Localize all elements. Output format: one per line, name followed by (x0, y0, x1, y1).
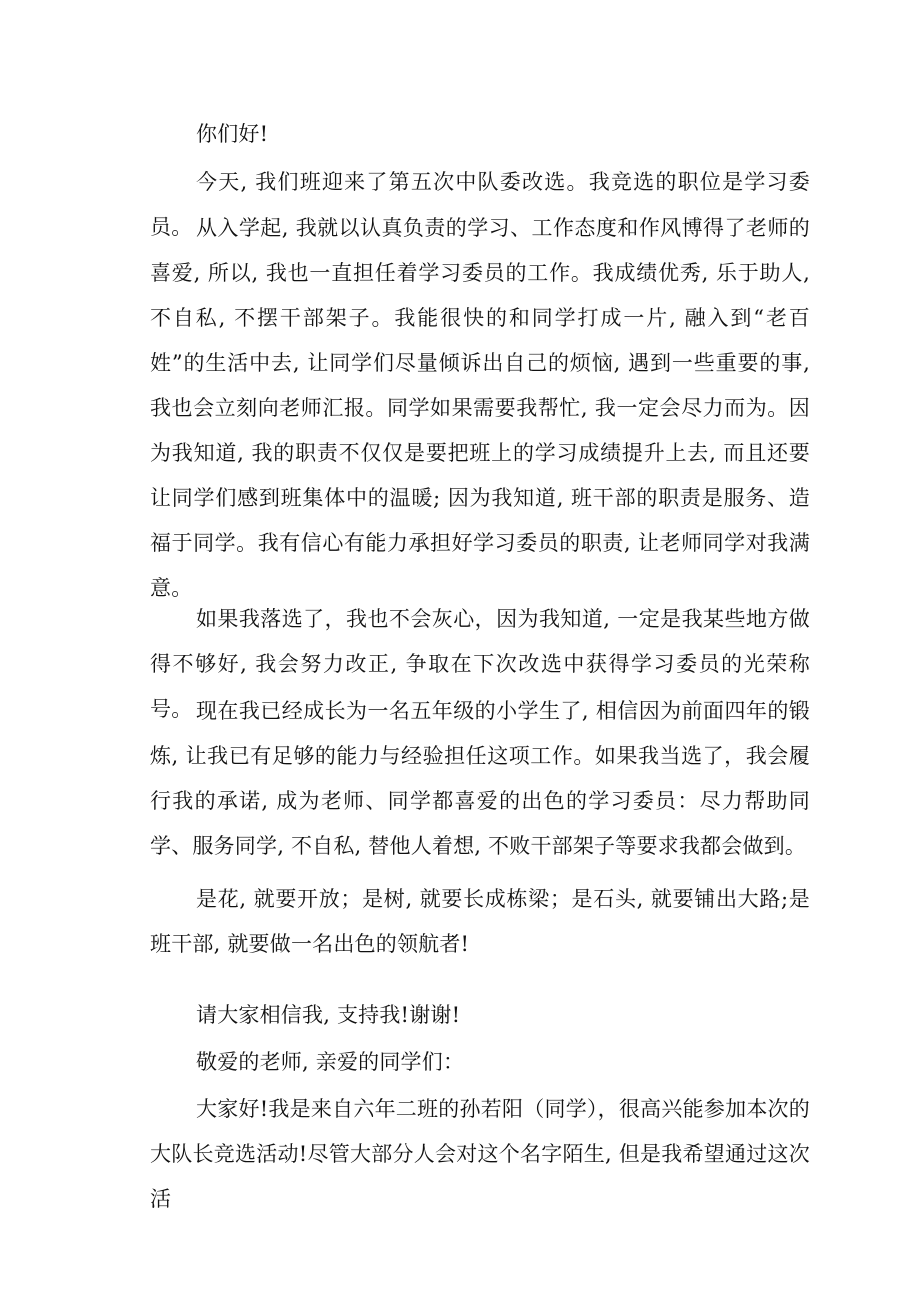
closing-paragraph: 请大家相信我, 支持我!谢谢! (196, 1003, 461, 1027)
if-elected-paragraph: 现在我已经成长为一名五年级的小学生了, 相信因为前面四年的锻炼, 让我已有足够的能力与经验担任这项工作。如果我当选了，我会履行我的承诺, 成为老师、同学都喜爱的出色的学习委员：尽力帮助同学、服务同学, 不自私, 替他人着想, 不败干部架子等要求我都会做到。 (150, 699, 810, 858)
metaphor-paragraph: 是花, 就要开放；是树, 就要长成栋梁；是石头, 就要铺出大路;是班干部, 就要做一名出色的领航者! (150, 887, 810, 956)
greeting-paragraph: 你们好! (196, 122, 269, 146)
if-not-elected-paragraph: 如果我落选了，我也不会灰心，因为我知道, 一定是我某些地方做得不够好, 我会努力改正, 争取在下次改选中获得学习委员的光荣称号。 (150, 607, 810, 721)
second-speech-paragraph: 大家好!我是来自六年二班的孙若阳（同学），很高兴能参加本次的大队长竞选活动!尽管大部分人会对这个名字陌生, 但是我希望通过这次活 (150, 1097, 810, 1211)
salutation-paragraph: 敬爱的老师, 亲爱的同学们： (196, 1050, 465, 1074)
intro-paragraph: 今天, 我们班迎来了第五次中队委改选。我竞选的职位是学习委员。 (150, 170, 810, 239)
qualifications-paragraph: 从入学起, 我就以认真负责的学习、工作态度和作风博得了老师的喜爱, 所以, 我也一直担任着学习委员的工作。我成绩优秀, 乐于助人, 不自私, 不摆干部架子。我能很快的和同学打成一片, 融入到“老百姓”的生活中去, 让同学们尽量倾诉出自己的烦恼, 遇到一些重要的事, 我也会立刻向老师汇报。同学如果需要我帮忙, 我一定会尽力而为。因为我知道, 我的职责不仅仅是要把班上的学习成绩提升上去, 而且还要让同学们感到班集体中的温暖; 因为我知道, 班干部的职责是服务、造福于同学。我有信心有能力承担好学习委员的职责, 让老师同学对我满意。 (150, 216, 810, 600)
